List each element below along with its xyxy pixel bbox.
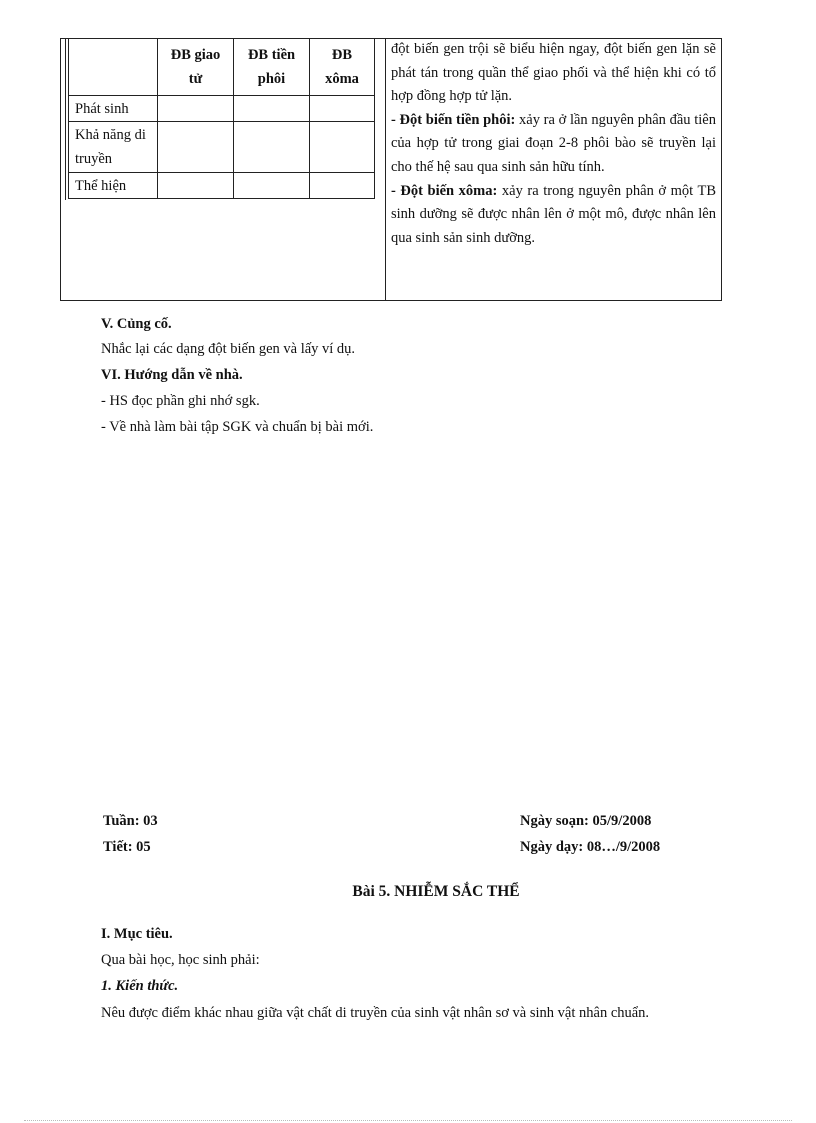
table-cell <box>310 122 375 173</box>
week-label: Tuần: 03 <box>103 813 158 829</box>
prep-date: Ngày soạn: 05/9/2008 <box>520 813 652 829</box>
teach-date: Ngày dạy: 08…/9/2008 <box>520 839 661 855</box>
table-cell <box>158 173 234 199</box>
table-row <box>69 173 375 199</box>
lesson-title: Bài 5. NHIỄM SẮC THỂ <box>352 883 520 900</box>
table-header-cell <box>69 39 158 96</box>
table-cell <box>234 122 310 173</box>
mutation-comparison-table <box>68 38 375 199</box>
section-5-text: Nhắc lại các dạng đột biến gen và lấy ví dụ. <box>101 341 356 357</box>
table-cell <box>158 122 234 173</box>
table-header-cell: ĐB xôma <box>310 39 375 96</box>
objective-intro: Qua bài học, học sinh phải: <box>101 952 260 968</box>
table-row <box>69 122 375 173</box>
table-header-row <box>69 39 375 96</box>
knowledge-heading: 1. Kiến thức. <box>101 978 179 994</box>
table-header-cell: ĐB giao tử <box>158 39 234 96</box>
period-label: Tiết: 05 <box>103 839 151 855</box>
row-label: Khả năng di truyền <box>69 122 158 173</box>
table-row <box>69 96 375 122</box>
table-header-cell: ĐB tiền phôi <box>234 39 310 96</box>
top-table-gutter <box>65 38 66 200</box>
section-5-heading: V. Củng cố. <box>101 316 172 332</box>
page-footer-line <box>24 1120 792 1121</box>
table-cell <box>310 173 375 199</box>
description-germline <box>391 109 716 180</box>
description-somatic <box>391 180 716 251</box>
table-cell <box>310 96 375 122</box>
row-label: Thể hiện <box>69 173 158 199</box>
somatic-label: - Đột biến xôma: <box>391 182 498 199</box>
knowledge-text: Nêu được điểm khác nhau giữa vật chất di truyền của sinh vật nhân sơ và sinh vật nhân chuẩn. <box>101 1005 650 1021</box>
table-cell <box>234 173 310 199</box>
mutation-description <box>391 38 716 250</box>
table-cell <box>234 96 310 122</box>
objective-heading: I. Mục tiêu. <box>101 926 173 942</box>
top-table-divider <box>385 38 386 301</box>
section-6-line-1: - HS đọc phần ghi nhớ sgk. <box>101 393 260 409</box>
row-label: Phát sinh <box>69 96 158 122</box>
section-6-line-2: - Về nhà làm bài tập SGK và chuẩn bị bài mới. <box>101 419 374 435</box>
somatic-text: xảy ra trong nguyên phân ở một TB sinh dưỡng sẽ được nhân lên ở một mô, được nhân lên qua sinh sản sinh dưỡng. <box>391 182 716 246</box>
germline-text: xảy ra ở lần nguyên phân đầu tiên của hợp tử trong giai đoạn 2-8 phôi bào sẽ truyền lại cho thế hệ sau qua sinh sản hữu tính. <box>391 111 716 175</box>
germline-label: - Đột biến tiền phôi: <box>391 111 516 128</box>
table-cell <box>158 96 234 122</box>
description-intro: đột biến gen trội sẽ biểu hiện ngay, đột biến gen lặn sẽ phát tán trong quần thể giao phối và thể hiện khi có tổ hợp đồng hợp tử lặn. <box>391 41 716 105</box>
section-6-heading: VI. Hướng dẫn về nhà. <box>101 367 243 383</box>
